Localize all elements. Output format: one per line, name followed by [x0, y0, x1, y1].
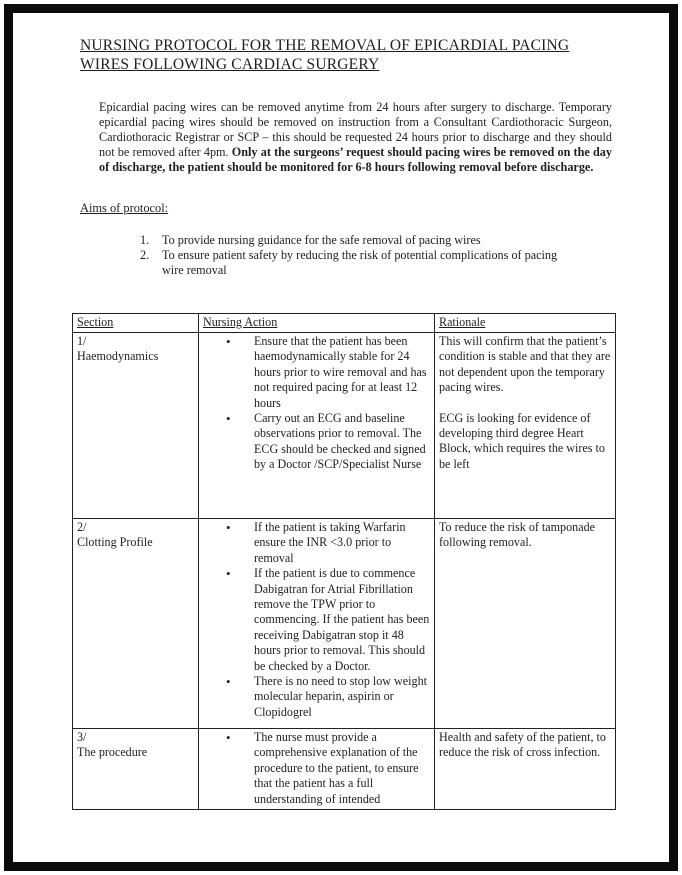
column-header-nursing-action: Nursing Action: [199, 313, 435, 332]
page-title: [80, 36, 612, 74]
intro-text-bold: Only at the surgeons’ request should pacing wires be removed on the day of discharge, the patient should be monitored for 6-8 hours following removal before discharge.: [99, 145, 612, 174]
rationale-paragraph: To reduce the risk of tamponade following removal.: [439, 520, 595, 550]
rationale-paragraph: This will confirm that the patient’s condition is stable and that they are not dependent upon the temporary pacing wires.: [439, 334, 611, 395]
rationale-cell: [435, 333, 616, 519]
section-cell: [73, 519, 199, 729]
intro-text-normal: Epicardial pacing wires can be removed anytime from 24 hours after surgery to discharge. Temporary epicardial pacing wires should be removed on instruction from a Consultant Cardiothoracic Surgeon, Cardiothoracic Registrar or SCP – this should be requested 24 hours prior to discharge and they should not be removed after 4pm.: [99, 100, 612, 159]
section-name: The procedure: [77, 745, 148, 760]
nursing-action-cell: [199, 729, 435, 810]
nursing-action-bullet-list: [226, 334, 430, 473]
nursing-action-bullet: • Ensure that the patient has been haemodynamically stable for 24 hours prior to wire removal and has not required pacing for at least 12 hours: [226, 334, 430, 411]
section-cell: [73, 729, 199, 810]
nursing-action-bullet: • If the patient is due to commence Dabigatran for Atrial Fibrillation remove the TPW prior to commencing. If the patient has been receiving Dabigatran stop it 48 hours prior to removal. This should be checked by a Doctor.: [226, 566, 430, 674]
column-header-section: Section: [73, 313, 199, 332]
rationale-cell: [435, 729, 616, 810]
section-name: Clotting Profile: [77, 535, 153, 550]
table-row-haemodynamics: [73, 333, 616, 519]
aims-heading: Aims of protocol:: [80, 201, 169, 215]
nursing-action-bullet: • The nurse must provide a comprehensive explanation of the procedure to the patient, to ensure that the patient has a full understanding of intended: [226, 730, 430, 807]
intro-paragraph: [99, 100, 612, 175]
aims-list-item: [140, 248, 570, 278]
nursing-action-cell: [199, 519, 435, 729]
nursing-action-bullet: • There is no need to stop low weight molecular heparin, aspirin or Clopidogrel: [226, 674, 430, 720]
aims-item-number: 1.: [140, 233, 150, 247]
table-row-the-procedure: [73, 729, 616, 810]
page-title-line-1: NURSING PROTOCOL FOR THE REMOVAL OF EPICARDIAL PACING: [80, 37, 570, 54]
table-header-row: [73, 313, 616, 332]
nursing-action-bullet: • Carry out an ECG and baseline observations prior to removal. The ECG should be checked and signed by a Doctor /SCP/Specialist Nurse: [226, 411, 430, 473]
table-row-clotting-profile: [73, 519, 616, 729]
aims-item-text: To provide nursing guidance for the safe removal of pacing wires: [162, 233, 481, 247]
nursing-action-bullet-list: [226, 730, 430, 807]
section-cell: [73, 333, 199, 519]
rationale-paragraph: Health and safety of the patient, to reduce the risk of cross infection.: [439, 730, 606, 760]
aims-item-number: 2.: [140, 248, 150, 263]
section-number: 2/: [77, 520, 87, 535]
page-title-line-2: WIRES FOLLOWING CARDIAC SURGERY: [80, 56, 380, 73]
protocol-table: [72, 313, 616, 810]
section-number: 3/: [77, 730, 87, 745]
aims-list-item: [140, 233, 570, 248]
rationale-paragraph: ECG is looking for evidence of developing third degree Heart Block, which requires the wires to be left: [439, 410, 605, 471]
rationale-cell: [435, 519, 616, 729]
document-body: [14, 14, 668, 861]
nursing-action-cell: [199, 333, 435, 519]
aims-list: [140, 233, 570, 279]
section-name: Haemodynamics: [77, 349, 159, 364]
aims-item-text: To ensure patient safety by reducing the risk of potential complications of pacing wire removal: [162, 248, 558, 278]
section-number: 1/: [77, 334, 87, 349]
column-header-rationale: Rationale: [435, 313, 616, 332]
nursing-action-bullet: • If the patient is taking Warfarin ensure the INR <3.0 prior to removal: [226, 520, 430, 566]
nursing-action-bullet-list: [226, 520, 430, 720]
